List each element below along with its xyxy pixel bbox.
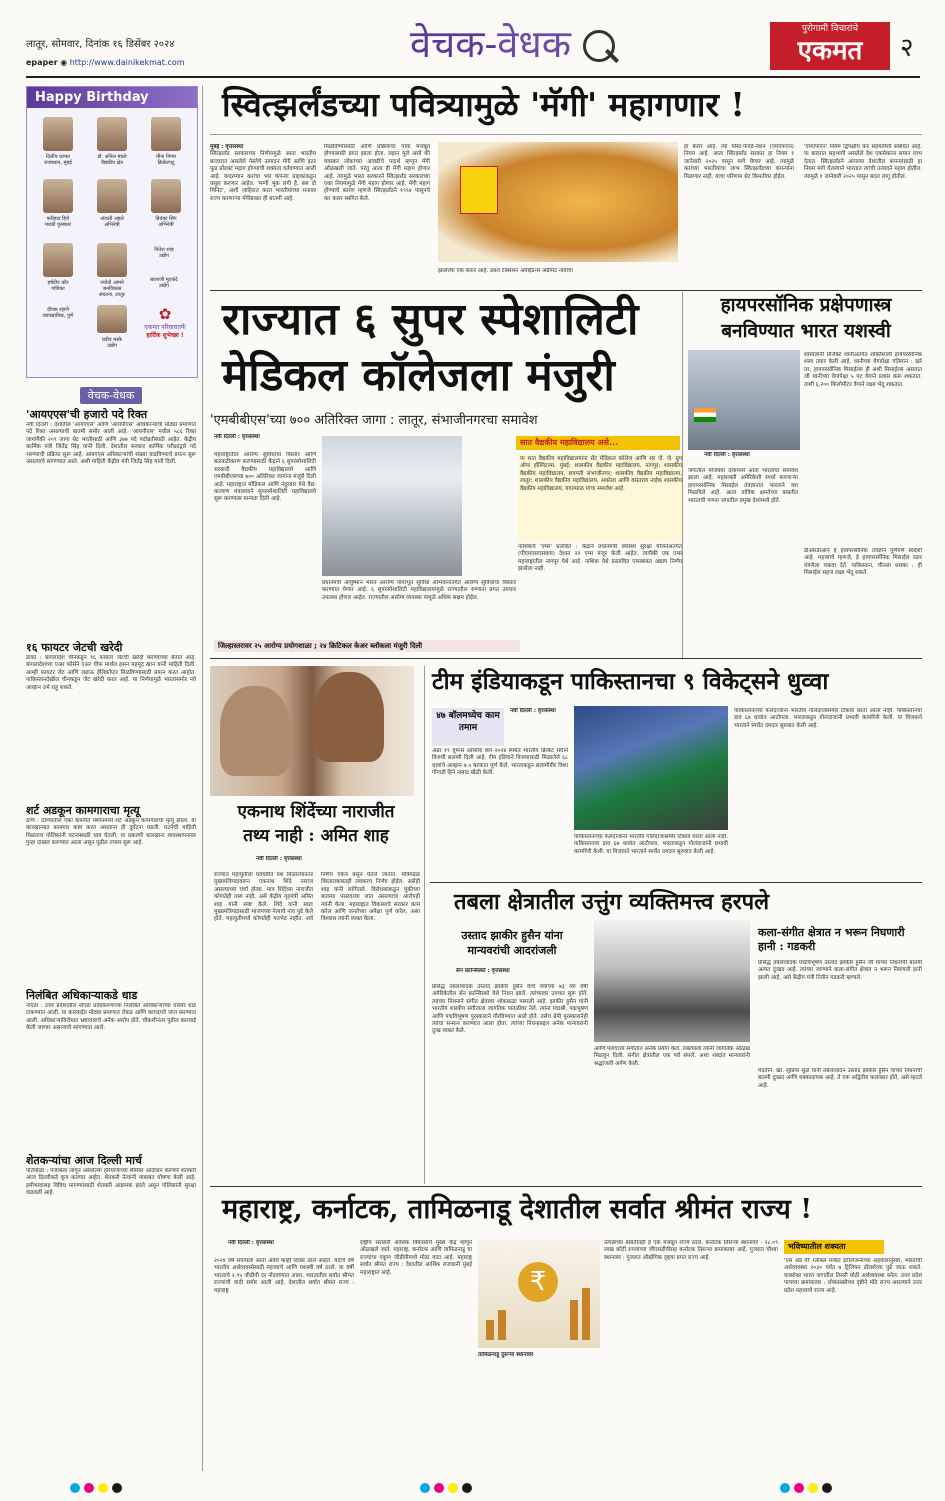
maggi-col4: 'एमएफएन' नियम द्विपक्षीय कर सहमतीशी संबंधित आहे. या करारात सहभागी असलेले देश एकमेकांना समान लाभ देतात. स्वित्झर्लंडने आपल्या देशातील कंपन्यांसाठी हा नियम मागे घेतल्याने भारतात त्यांची उत्पादने महाग होतील. त्यामुळे १ जानेवारी २०२५ पासून बदल लागू होतील.: [804, 144, 922, 180]
avatar: [97, 179, 127, 213]
logo-tagline: पुरोगामी विचारांचे: [801, 24, 859, 34]
registration-dot: [70, 1483, 80, 1493]
leaders-photo: [210, 666, 414, 796]
dateline: नवी दिल्ली : वृत्तसंस्था: [704, 452, 750, 458]
medical-footer-line: जिल्हास्तरावर २५ आरोग्य प्रयोगशाळा ; २४ क्रिटिकल केअर ब्लॉकला मंजुरी दिली: [214, 640, 520, 652]
states-col3: उत्पन्नाच्या बाबतीतही हे एक मजबूत राज्य ठरले. कर्नाटक तिसऱ्या स्थानावर : २८.०९ लाख कोटी रुपयांच्या जीएसडीपीसह कर्नाटक तिसऱ्या क्रमांकावर आहे. गुजरात चौथ्या स्थानावर : गुजरात औद्योगिक दृष्ट्या प्रगत राज्य आहे.: [604, 1240, 778, 1261]
avatar: [97, 243, 127, 277]
birthday-name: दीपक रहाणे व्यावसायिक, पुणे: [42, 307, 74, 319]
registration-dot: [780, 1483, 790, 1493]
medical-col2: प्रधानमंत्री आयुष्मान भारत आरोग्य पायाभूत सुविधा अभियानांतर्गत आरोग्य सुविधांचा विस्तार करण्यात येणार आहे. ६ सुपरस्पेशालिटी महाविद्यालयांमुळे राज्यातील रुग्णांना प्रगत उपचार उपलब्ध होणार आहेत. राज्यातील आरोग्य व्यवस्था यामुळे अधिक सक्षम होईल.: [322, 580, 516, 601]
medical-col3: नाशिकचे 'एम्स' प्रलंबित : केंद्राने प्रधानमंत्री स्वास्थ्य सुरक्षा योजनेअंतर्गत (पीएमएसएसवाय) देशात २२ एम्स मंजूर केली आहेत. त्यापैकी एक एम्स महाराष्ट्रातील नागपूर येथे आहे. नाशिक येथे प्रस्तावित एम्सबाबत अद्याप निर्णय झालेला नाही.: [518, 544, 682, 573]
birthday-name: मीना निगम क्रिकेटपटू: [156, 154, 176, 166]
avatar: [151, 117, 181, 151]
registration-dot: [808, 1483, 818, 1493]
avatar: [97, 117, 127, 151]
avatar: [97, 305, 127, 333]
brief-title: शर्ट अडकून कामगाराचा मृत्यू: [26, 804, 140, 817]
medical-headline: राज्यात ६ सुपर स्पेशालिटी मेडिकल कॉलेजला मंजुरी: [222, 294, 639, 401]
brief-body: ठाणे : ठाण्यातील एका कंपनीत मशीनमध्ये शर्ट अडकून कामगाराचा मृत्यू झाला. या कारखान्यात कामगार काम करत असताना ही दुर्घटना घडली. घटनेची माहिती मिळताच पोलिसांनी घटनास्थळी धाव घेतली. या प्रकरणी कारखाना व्यवस्थापनावर गुन्हा दाखल करण्यात आला असून पुढील तपास सुरू आहे.: [26, 818, 196, 847]
dateline: लातूर, सोमवार, दिनांक १६ डिसेंबर २०२४: [26, 39, 175, 50]
medical-col1: महाराष्ट्रातील आरोग्य सुविधांचा विस्तार आणि बळकटीकरण करण्यासाठी केंद्राने ६ सुपरस्पेशालिटी सरकारी वैद्यकीय महाविद्यालये आणि एमबीबीएसच्या ७०० अतिरिक्त जागांना मंजुरी दिली आहे. महाराष्ट्रात मॉडिकल आणि नंदुरबार येथे वैद्य-कल्याण मंत्रालयाने सुपरस्पेशालिटी महाविद्यालये सुरू करण्यास मान्यता दिली आहे.: [214, 452, 316, 503]
states-col2: राष्ट्रीय सरासरी आर्थिक विकासाचे मुख्य केंद्र म्हणून ओळखले जाते. महाराष्ट्र, कर्नाटक आणि तामिळनाडू या राज्यांचा एकूण जीडीपीमध्ये मोठा वाटा आहे. महाराष्ट्र सर्वात श्रीमंत राज्य : देशातील आर्थिक राजधानी मुंबई महाराष्ट्रात आहे.: [360, 1240, 472, 1276]
medical-box-body: या सात वैद्यकीय महाविद्यालयांना सेंट मेडिकल कॉलेज आणि सर जे. जे. ग्रुप ऑफ हॉस्पिटल्स, मुंबई; शासकीय वैद्यकीय महाविद्यालय, नागपूर; शासकीय वैद्यकीय महाविद्यालय, छत्रपती संभाजीनगर; शासकीय वैद्यकीय महाविद्यालय, लातूर; शासकीय वैद्यकीय महाविद्यालय, अकोला आणि वसंतराव नाईक शासकीय वैद्यकीय महाविद्यालय, यवतमाळ यांचा समावेश आहे.: [518, 454, 684, 542]
registration-dot: [794, 1483, 804, 1493]
maggi-caption: झालेल्या एक करार आहे. डबल टॅक्सेशन अवॉईडन्स ॲग्रीमेंट नावाचा: [438, 268, 573, 274]
cricket-col1: अंडर १९ वूमन्स आशिया कप २०२४ स्पर्धेत भारतीय क्रिकेट संघाने विजयी सलामी दिली आहे. टीम इंडियाने विजयासाठी मिळालेले ६८ धावांचे आव्हान ७.५ षटकात पूर्ण केले. भारताकडून सलामीवीर त्रिशा गोंगाडी हिने नाबाद खेळी केली.: [432, 748, 568, 777]
section-title: वेचक-वेधक: [410, 22, 571, 66]
cricket-col2: पाकिस्तानाच्या फलंदाजांना भारतीय गोलंदाजांसमोर टिकाव धरता आला नाही. पाकिस्तानचा डाव ६७ धावांत आटोपला. भारताकडून गोलंदाजांनी प्रभावी कामगिरी केली. या विजयाने भारताने स्पर्धेत दमदार सुरुवात केली आहे.: [734, 708, 922, 729]
cricket-headline: टीम इंडियाकडून पाकिस्तानचा ९ विकेट्सने धुव्वा: [432, 668, 829, 695]
registration-dot: [84, 1483, 94, 1493]
birthday-name: दिलीप धरकर राजस्थान, मुंबई: [44, 154, 72, 166]
dateline: नवी दिल्ली : वृत्तसंस्था: [228, 1240, 274, 1246]
registration-dot: [112, 1483, 122, 1493]
shinde-headline: एकनाथ शिंदेंच्या नाराजीत तथ्य नाही : अमित शाह: [237, 802, 395, 846]
tabla-box-body2: मदतीने. खा. सुप्रिया सुळे यांनी तबलावादन उस्ताद झाकीर हुसैन यांच्या निधनाची बातमी दुःखद आणि धक्कादायक आहे. ते एक अद्वितीय कलाकार होते, असे म्हटले आहे.: [758, 1068, 922, 1089]
tabla-box-body: प्रसिद्ध तबलावादक पद्मविभूषण उस्ताद झाकीर हुसैन जी यांच्या निधनाची बातमी अत्यंत दुःखद आहे. त्यांच्या जाण्याने कला-संगीत क्षेत्रात न भरून निघणारी हानी झाली आहे, असे केंद्रीय मंत्री नितीन गडकरी म्हणाले.: [758, 960, 922, 981]
registration-dot: [98, 1483, 108, 1493]
page-number: २: [900, 33, 914, 63]
hospital-photo: [322, 436, 462, 576]
rupee-icon: ₹: [518, 1262, 558, 1302]
site-url[interactable]: http://www.dainikekmat.com: [69, 58, 185, 67]
missile-photo: [688, 350, 800, 450]
states-box-title: भविष्यातील शक्यता: [784, 1240, 884, 1254]
birthday-name: प्रदीप मस्के उद्योग: [102, 337, 122, 349]
birthday-heading: Happy Birthday: [27, 87, 197, 108]
missile-headline: हायपरसॉनिक प्रक्षेपणास्त्र बनविण्यात भारत यशस्वी: [720, 294, 892, 342]
medical-subhead: 'एमबीबीएस'च्या ७०० अतिरिक्त जागा : लातूर, संभाजीनगरचा समावेश: [210, 413, 538, 428]
maggi-headline: स्वित्झर्लंडच्या पवित्र्यामुळे 'मॅगी' महागणार !: [222, 85, 745, 124]
avatar: [151, 179, 181, 213]
states-caption-title: तामिळनाडू दुसऱ्या स्थानावर: [478, 1352, 534, 1358]
birthday-name: अंजली अहले अभिनेत्री: [100, 216, 124, 228]
tabla-box-title: कला-संगीत क्षेत्रात न भरून निघणारी हानी : गडकरी: [758, 926, 905, 953]
tabla-col2: आणि पाश्चात्त्य संगीतात अनेक प्रयोग केले. तबल्याला त्यांनी जागतिक ओळख मिळवून दिली. संगीत क्षेत्रातील एक पर्व संपले, अशा शब्दांत मान्यवरांनी श्रद्धांजली अर्पण केली.: [594, 1046, 750, 1067]
birthday-name: बालाजी मुटकंदे उद्योग: [150, 277, 178, 289]
dateline: नवी दिल्ली : वृत्तसंस्था: [256, 856, 302, 862]
rupee-graph-illustration: [478, 1240, 600, 1348]
birthday-name: डॉ. अनिल मंडले वैद्यकीय क्षेत्र: [97, 154, 127, 166]
dateline: नवी दिल्ली : वृत्तसंस्था: [214, 434, 260, 440]
tabla-body: प्रसिद्ध तबलावादक उस्ताद झाकीर हुसैन यांचे वयाच्या ७३ व्या वर्षी अमेरिकेतील सॅन फ्रान्सिस्को येथे निधन झाले. त्यांच्यावर उपचार सुरू होते. त्यांच्या निधनाने संगीत क्षेत्रावर शोककळा पसरली आहे. झाकीर हुसैन यांनी भारतीय शास्त्रीय संगीताला जागतिक पातळीवर नेले. त्यांना पद्मश्री, पद्मभूषण आणि पद्मविभूषण पुरस्काराने गौरविण्यात आले होते. तसेच ग्रॅमी पुरस्कारानेही त्यांचा सन्मान करण्यात आला होता. त्यांच्या निधनाबद्दल अनेक मान्यवरांनी दुःख व्यक्त केले.: [432, 984, 588, 1035]
brief-title: निलंबित अधिकाऱ्याकडे धाड: [26, 989, 138, 1002]
cricket-photo: [574, 706, 728, 830]
wish-text: ✿ एकमत परिवारातर्फे हार्दिक शुभेच्छा !: [139, 305, 191, 339]
tabla-subhead: उस्ताद झाकीर हुसैन यांना मान्यवरांची आदरांजली: [461, 929, 563, 957]
missile-col1: शास्त्रज्ञांनी प्रोजेक्ट ध्वनीअंतर्गत शक्तिशाली हायपरसॉनिक शस्त्र तयार केली आहे. ध्वनीच्या वेगापेक्षा गतिमान : खरे तर, हायपरसॉनिक मिसाईल्स ही अशी मिसाईल्स असतात जी ध्वनीच्या वेगापेक्षा ५ पट वेगाने प्रवास करू शकतात. ताशी ६,२०० किलोमीटर वेगाने लक्ष्य भेदू शकतात.: [804, 352, 922, 388]
avatar: [43, 243, 73, 277]
avatar: [43, 179, 73, 213]
dateline: सॅन फ्रान्सिस्को : वृत्तसंस्था: [456, 968, 510, 974]
sidebar-briefs: [26, 384, 196, 1469]
states-col1: २०२४ वर्ष संपायला आता अवघे काही दिवस उरले आहेत. यंदाचे वर्ष भारतीय अर्थव्यवस्थेसाठी महत्त्वाचे आणि यशस्वी वर्ष ठरले. या वर्षी भारताचे २.९५ जीडीपी दर नोंदवण्यात आला. भारतातील सर्वात श्रीमंत राज्यांची यादी समोर आली आहे. देशातील सर्वात श्रीमंत राज्य : महाराष्ट्र: [214, 1258, 354, 1294]
cricket-sidebox: ४७ बॉलमध्येच काम तमाम: [432, 708, 504, 746]
brief-title: शेतकऱ्यांचा आज दिल्ली मार्च: [26, 1154, 142, 1167]
registration-marks-right: [780, 1478, 836, 1497]
registration-marks-left: [70, 1478, 126, 1497]
maggi-col2: मिळविण्यासाठी आणि प्रक्रियाचा पाया मजबूत होण्यासाठी प्राप्त झाला होता. लहान मुले असो की वयस्कर लोकांच्या आवडीचे पदार्थ म्हणून मॅगी ओळखली जाते. परंतु आता ही मॅगी महाग होणार आहे. त्यामुळे भारत सरकारने स्वित्झर्लंड सरकारच्या एका नियमामुळे मॅगी महाग होणार आहे. मॅगी महाग होण्याचे कारण म्हणजे स्वित्झर्लंडने १९९४ पासूनचे कर करार स्थगित केले.: [324, 144, 430, 202]
dateline: मुंबई : वृत्तसंस्था: [210, 144, 244, 150]
brief-body: नोएडा : उत्तर प्रदेशातील नोएडा प्राधिकरणाच्या निलंबित अधिकाऱ्याच्या घरावर धाड टाकण्यात आली. या कारवाईत मोठ्या प्रमाणात रोकड आणि कागदपत्रे जप्त करण्यात आली. अधिकाऱ्याविरोधात भ्रष्टाचाराचे अनेक आरोप होते. चौकशीनंतर पुढील कारवाई केली जाणार असल्याचे सांगण्यात आले.: [26, 1003, 196, 1032]
logo: [770, 22, 890, 70]
medical-box-title: सात वैद्यकीय महाविद्यालय असे...: [516, 436, 680, 450]
maggi-col1: मुंबई : वृत्तसंस्था स्वित्झर्लंड सरकारच्या निर्णयामुळे आता भारतीय बाजारात असलेले नेस्लेचे उत्पादन मॅगी आणि इतर फूड प्रॉडक्ट महाग होण्याची शक्यता वर्तवण्यात आली आहे. यादरम्यान करांचा भार कंपन्या ग्राहकांकडून वसूल करणार आहेत. 'मग्गी भूक लगी है, बस दो मिनिट', अशी जाहिरात करत भारतीयांच्या मनावर राज्य करणाऱ्या मॅगीबाबत ही बातमी आहे.: [210, 144, 316, 202]
cricket-caption: पाकिस्तानाच्या फलंदाजांना भारतीय गोलंदाजांसमोर टिकाव धरता आला नाही. पाकिस्तानचा डाव ६७ धावांत आटोपला. भारताकडून गोलंदाजांनी प्रभावी कामगिरी केली. या विजयाने भारताने स्पर्धेत दमदार सुरुवात केली आहे.: [574, 834, 728, 855]
birthday-name: ज्योती आमने जनविकास संघटना, लातूर: [99, 280, 125, 298]
birthday-name: प्रियंका सिंग अभिनेत्री: [155, 216, 177, 228]
maggi-photo: [438, 142, 678, 262]
epaper-label: epaper ◉ http://www.dainikekmat.com: [26, 58, 185, 67]
flower-icon: ✿: [158, 305, 172, 323]
missile-col3: डीआरडीओने हे हायपरसॉनिक तंत्रज्ञान पूर्णपणे स्वदेशी आहे. महत्त्वाचे म्हणजे, हे हायपरसॉनिक मिसाईल रडार यंत्रणेला चकवा देते. पाकिस्तान, चीनला धसका : ही मिसाईल सहज लक्ष्य भेदू शकते.: [804, 548, 922, 577]
registration-dot: [420, 1483, 430, 1493]
maggi-packet: [460, 166, 498, 214]
registration-dot: [462, 1483, 472, 1493]
birthday-name: नितेश शाह उद्योग: [154, 247, 174, 259]
brief-body: नवी दिल्ली : देशातील 'आयएएस' आणि 'आयपीएस' अधिकाऱ्यांची मोठ्या प्रमाणात पदे रिक्त असल्याची बातमी समोर आली आहे. 'आयपीएस' मधील ५८६ रिक्त जागांपैकी २०९ जागा थेट भरतीसाठी आणि ३७७ पदे पदोन्नतीसाठी आहेत. केंद्रीय कार्मिक मंत्री जितेंद्र सिंह यांनी दिली. देशातील सरकार कार्मिक परीक्षांद्वारे पदे भरण्याची प्रक्रिया सुरू आहे. आयएएस अधिकाऱ्यांची संख्या वाढविण्याचे प्रयत्न सुरू असल्याचे सांगण्यात आले. अशी माहिती केंद्रीय मंत्री जितेंद्र सिंह यांनी दिली.: [26, 422, 196, 466]
states-headline: महाराष्ट्र, कर्नाटक, तामिळनाडू देशातील सर्वात श्रीमंत राज्य !: [222, 1194, 813, 1225]
brief-title: 'आयएएस'ची हजारो पदे रिक्त: [26, 408, 148, 421]
maggi-col3: हा करार आहे. त्या मोस्ट-फेवर्ड-नेशन (एमएफएन) नियम आहे. आता स्वित्झर्लंड सरकार हा नियम १ जानेवारी २०२५ पासून मागे घेणार आहे. त्यामुळे करांच्या भारतीयांचा लाभ स्वित्झर्लंडच्या कंपन्यांना मिळणार नाही. याचा परिणाम थेट किमतीवर होईल.: [684, 144, 794, 180]
registration-dot: [434, 1483, 444, 1493]
tabla-headline: तबला क्षेत्रातील उत्तुंग व्यक्तिमत्त्व हरपले: [454, 889, 770, 915]
birthday-panel: [26, 86, 198, 378]
registration-dot: [822, 1483, 832, 1493]
brief-title: १६ फायटर जेटची खरेदी: [26, 641, 123, 654]
dateline: नवी दिल्ली : वृत्तसंस्था: [510, 708, 556, 714]
birthday-name: हर्षदीप कौर गायिका: [47, 280, 69, 292]
globe-icon: ◉: [60, 58, 68, 67]
brief-body: पतियाळा : पंजाबला लागून असलेल्या हरियाणाच्या सीमेवर आंदोलन करणारे शेतकरी आज दिल्लीकडे कूच करणार आहेत. शेतकरी नेत्यांनी याबाबत घोषणा केली आहे. हमीभावासह विविध मागण्यांसाठी शेतकरी आक्रमक झाले असून पोलिसांनी सुरक्षा वाढवली आहे.: [26, 1168, 196, 1197]
states-box-body: 'एस ॲंड पी' ग्लोबल मार्केट इंटेलिजन्सच्या अहवालानुसार, भारताची अर्थव्यवस्था २०३० पर्यंत ७ ट्रिलियन डॉलर्सच्या पुढे जाऊ शकते. याबरोबर भारत जगातील तिसरी मोठी अर्थव्यवस्था बनेल. उत्तर प्रदेश पाचव्या क्रमांकावर : लोकसंख्येच्या दृष्टीने मोठे राज्य असल्याने उत्तर प्रदेश महत्त्वाचे राज्य आहे.: [784, 1258, 922, 1294]
registration-dot: [448, 1483, 458, 1493]
brief-body: ढाका : बांगलादेश चीनकडून १६ फायटर जेटची खरेदी करण्याच्या बेतात आहे. बांगलादेशच्या एअर फोर्सने एअर चीफ मार्शल हसन महमूद खान यांनी माहिती दिली. आम्ही फायटर जेट आणि लढाऊ हेलिकॉप्टर मिळविण्यासाठी प्रयत्न करत आहोत. पाकिस्तानदेखील चीनकडून जेट खरेदी करत आहे. या निर्णयामुळे भारतासमोर नवे आव्हान उभे राहू शकते.: [26, 655, 196, 691]
missile-col2: जगातील मोजक्या देशांमध्ये आता भारताचा समावेश झाला आहे. महाशक्ती अमेरिकेशी स्पर्धा करणाऱ्या हायपरसॉनिक मिसाईल तंत्रज्ञानात भारताने यश मिळविले आहे. आता तांत्रिक क्षमतेच्या बाबतीत भारताची गणना जगातील प्रमुख देशांमध्ये होते.: [688, 468, 798, 504]
sidebar-label: वेचक-वेधक: [80, 387, 143, 404]
registration-marks-center: [420, 1478, 476, 1497]
avatar: [43, 117, 73, 151]
tabla-photo: [594, 920, 750, 1042]
flag-icon: [694, 408, 716, 422]
birthday-name: फरीहाद हिरो मराठी पुरस्कार: [44, 216, 72, 228]
shinde-body: राज्यात महायुतीला घवघवीत यश मिळाल्यानंतर मुख्यमंत्रिपदावरून एकनाथ शिंदे नाराज असल्याच्या चर्चा होत्या. मात्र शिंदेंच्या नाराजीत कोणतेही तथ्य नाही, असे केंद्रीय गृहमंत्री अमित शाह यांनी स्पष्ट केले. शिंदे यांनी स्वतः मुख्यमंत्रिपदासाठी भाजपच्या नेत्याचे नाव पुढे केले होते. महायुतीमध्ये कोणतेही मतभेद नाहीत. सर्व निर्णय एकत्र बसून घेतले जातात. मंत्रिमंडळ विस्ताराबाबतही लवकरच निर्णय होईल, असेही शाह यांनी सांगितले. विरोधकांकडून चुकीच्या बातम्या पसरवल्या जात असल्याचा आरोपही त्यांनी केला. महाराष्ट्रात विकासाचे सरकार काम करेल आणि जनतेच्या अपेक्षा पूर्ण करेल, असा विश्वास त्यांनी व्यक्त केला.: [214, 872, 420, 923]
logo-name: एकमत: [797, 36, 863, 66]
